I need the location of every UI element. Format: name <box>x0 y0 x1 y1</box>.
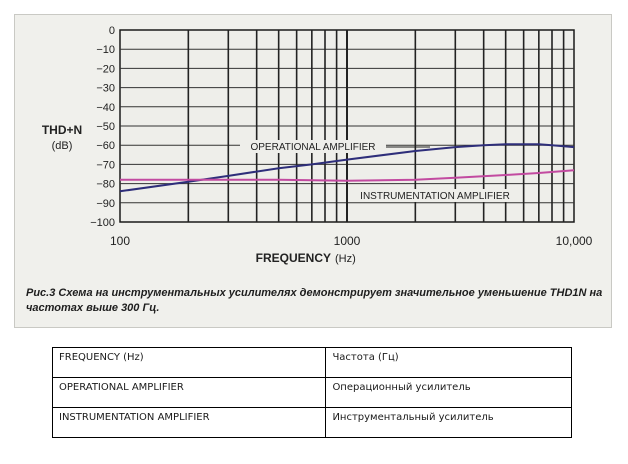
y-tick-label: −80 <box>96 178 115 191</box>
x-axis-label: FREQUENCY <box>255 251 331 265</box>
y-axis-label: THD+N <box>41 123 83 137</box>
x-axis-ticks <box>110 234 593 248</box>
y-axis-unit: (dB) <box>51 140 73 152</box>
y-axis-ticks <box>90 25 115 229</box>
figure-caption: Рис.3 Схема на инструментальных усилителях демонстрирует значительное уменьшение THD1N на частотах выше 300 Гц. <box>26 287 603 314</box>
y-tick-label: −60 <box>96 140 115 153</box>
y-tick-label: −10 <box>96 44 115 57</box>
table-row <box>53 378 572 408</box>
glossary-translation: Операционный усилитель <box>326 378 572 408</box>
y-tick-label: −100 <box>90 217 115 229</box>
glossary-term: OPERATIONAL AMPLIFIER <box>53 378 326 408</box>
x-axis-unit: (Hz) <box>335 253 356 265</box>
y-tick-label: −90 <box>96 197 115 210</box>
glossary-term: FREQUENCY (Hz) <box>53 348 326 378</box>
y-tick-label: −30 <box>96 82 115 95</box>
x-tick-label: 10,000 <box>555 234 593 248</box>
y-tick-label: −70 <box>96 159 115 172</box>
glossary-table <box>52 347 572 438</box>
series-label-instrumentation: INSTRUMENTATION AMPLIFIER <box>360 191 510 202</box>
glossary-translation: Инструментальный усилитель <box>326 408 572 438</box>
y-tick-label: −20 <box>96 63 115 76</box>
x-tick-label: 100 <box>109 234 131 248</box>
y-tick-label: 0 <box>108 25 115 37</box>
x-tick-label: 1000 <box>333 234 361 248</box>
glossary-translation: Частота (Гц) <box>326 348 572 378</box>
table-row <box>53 408 572 438</box>
series-label-operational: OPERATIONAL AMPLIFIER <box>250 142 376 153</box>
y-tick-label: −40 <box>96 101 115 114</box>
y-tick-label: −50 <box>96 121 115 133</box>
table-row <box>53 348 572 378</box>
glossary-term: INSTRUMENTATION AMPLIFIER <box>53 408 326 438</box>
